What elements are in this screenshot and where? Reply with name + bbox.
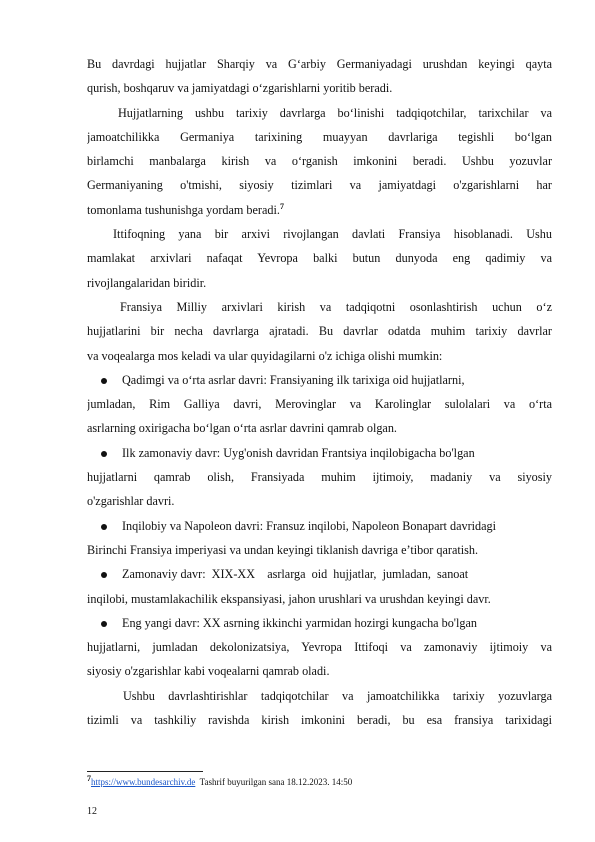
paragraph-line: hujjatlarni, jumladan dekolonizatsiya, Yevropa Ittifoqi va zamonaviy ijtimoiy va bbox=[87, 640, 552, 655]
footnote-number: 7 bbox=[87, 774, 91, 783]
list-item-text: Inqilobiy va Napoleon davri: Fransuz inqilobi, Napoleon Bonapart davridagi bbox=[122, 518, 497, 533]
list-item bbox=[87, 368, 552, 392]
paragraph-line: Hujjatlarning ushbu tarixiy davrlarga bo‘linishi tadqiqotchilar, tarixchilar va bbox=[118, 105, 552, 120]
list-item-text: Ilk zamonaviy davr: Uyg'onish davridan Frantsiya inqilobigacha bo'lgan bbox=[122, 445, 475, 460]
footnote-link[interactable]: https://www.bundesarchiv.de bbox=[91, 777, 196, 787]
list-item bbox=[87, 441, 552, 465]
paragraph-line: Ushbu davrlashtirishlar tadqiqotchilar va jamoatchilikka tarixiy yozuvlarga bbox=[123, 688, 552, 703]
paragraph-line: rivojlangalaridan biridir. bbox=[87, 275, 207, 290]
footnote bbox=[87, 774, 353, 787]
paragraph-line bbox=[87, 198, 552, 222]
paragraph-line: Germaniyaning o'tmishi, siyosiy tizimlari va jamiyatdagi o'zgarishlarni har bbox=[87, 178, 552, 193]
list-item-text: Eng yangi davr: XX asrning ikkinchi yarmidan hozirgi kungacha bo'lgan bbox=[122, 615, 477, 630]
paragraph-line: va voqealarga mos keladi va ular quyidagilarni o'z ichiga olishi mumkin: bbox=[87, 348, 443, 363]
page-number: 12 bbox=[87, 806, 97, 817]
bullet-icon bbox=[101, 378, 107, 384]
list-item-text: Qadimgi va o‘rta asrlar davri: Fransiyaning ilk tarixiga oid hujjatlarni, bbox=[122, 372, 465, 387]
paragraph-line: hujjatlarini bir necha davrlarga ajratadi. Bu davrlar odatda muhim tarixiy davrlar bbox=[87, 324, 552, 339]
list-item bbox=[87, 562, 552, 586]
bullet-icon bbox=[101, 621, 107, 627]
paragraph-line: Birinchi Fransiya imperiyasi va undan keyingi tiklanish davriga e’tibor qaratish. bbox=[87, 542, 479, 557]
paragraph-line: hujjatlarni qamrab olish, Fransiyada muhim ijtimoiy, madaniy va siyosiy bbox=[87, 470, 552, 485]
list-item bbox=[87, 611, 552, 635]
paragraph-line: Bu davrdagi hujjatlar Sharqiy va G‘arbiy Germaniyadagi urushdan keyingi qayta bbox=[87, 57, 552, 71]
bullet-icon bbox=[101, 524, 107, 530]
paragraph-line: inqilobi, mustamlakachilik ekspansiyasi, jahon urushlari va urushdan keyingi davr. bbox=[87, 591, 491, 606]
paragraph-line: birlamchi manbalarga kirish va o‘rganish imkonini beradi. Ushbu yozuvlar bbox=[87, 154, 552, 169]
paragraph-line: Fransiya Milliy arxivlari kirish va tadqiqotni osonlashtirish uchun o‘z bbox=[120, 299, 552, 314]
bullet-icon bbox=[101, 572, 107, 578]
footnote-separator bbox=[87, 771, 203, 772]
paragraph-line: tizimli va tashkiliy ravishda kirish imkonini beradi, bu esa fransiya tarixidagi bbox=[87, 713, 552, 728]
body-text bbox=[87, 52, 552, 732]
paragraph-line: jamoatchilikka Germaniya tarixining muayyan davrlariga tegishli bo‘lgan bbox=[87, 129, 552, 144]
paragraph-line: o'zgarishlar davri. bbox=[87, 494, 175, 509]
paragraph-line: asrlarning oxirigacha bo‘lgan o‘rta asrlar davrini qamrab olgan. bbox=[87, 421, 397, 436]
paragraph-text: tomonlama tushunishga yordam beradi. bbox=[87, 202, 280, 217]
footnote-reference[interactable]: 7 bbox=[279, 201, 284, 211]
footnote-text: Tashrif buyurilgan sana 18.12.2023. 14:50 bbox=[195, 777, 353, 787]
paragraph-line: qurish, boshqaruv va jamiyatdagi o‘zgarishlarni yoritib beradi. bbox=[87, 81, 393, 96]
list-item bbox=[87, 514, 552, 538]
paragraph-line: Ittifoqning yana bir arxivi rivojlangan davlati Fransiya hisoblanadi. Ushu bbox=[113, 227, 552, 242]
bullet-icon bbox=[101, 451, 107, 457]
paragraph-line: siyosiy o'zgarishlar kabi voqealarni qamrab oladi. bbox=[87, 664, 330, 679]
list-item-text: Zamonaviy davr: XIX-XX asrlarga oid hujjatlar, jumladan, sanoat bbox=[122, 567, 469, 582]
paragraph-line: mamlakat arxivlari nafaqat Yevropa balki butun dunyoda eng qadimiy va bbox=[87, 251, 552, 266]
paragraph-line: jumladan, Rim Galliya davri, Merovinglar va Karolinglar sulolalari va o‘rta bbox=[87, 397, 552, 412]
